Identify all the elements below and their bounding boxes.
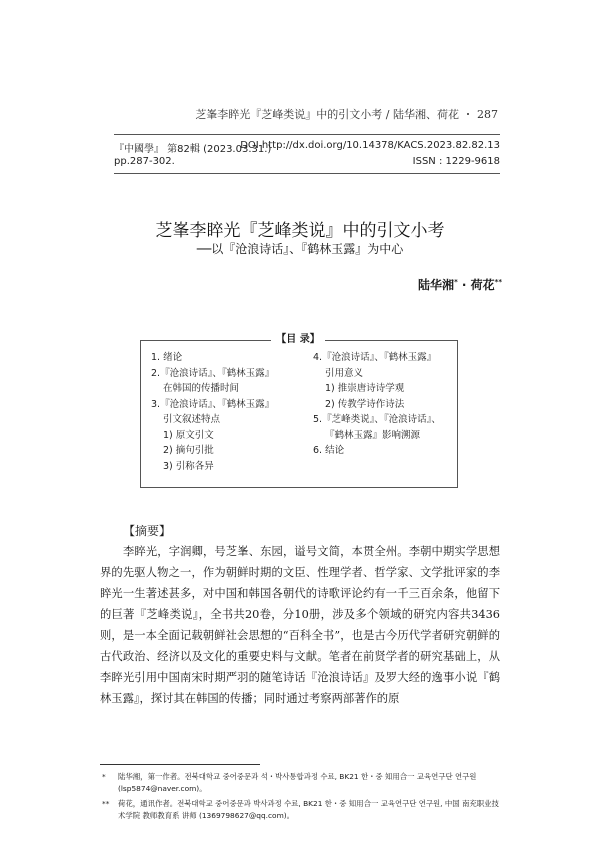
toc-title: 【目 录】 <box>271 328 325 347</box>
table-of-contents <box>140 340 458 488</box>
page-range: pp.287-302. <box>114 156 175 167</box>
abstract-paragraph: 李睟光，字润卿，号芝峯、东园，谥号文简，本贯全州。李朝中期实学思想界的先驱人物之一，作为朝鲜时期的文臣、性理学者、哲学家、文学批评家的李睟光一生著述甚多，对中国和韩国各朝代的诗歌评论约有一千三百余条，他留下的巨著『芝峰类说』，全书共20卷，分10册，涉及多个领域的研究内容共3436则，是一本全面记载朝鲜社会思想的“百科全书”，也是古今历代学者研究朝鲜的古代政治、经济以及文化的重要史料与文献。笔者在前贤学者的研究基础上，从李睟光引用中国南宋时期严羽的随笔诗话『沧浪诗话』及罗大经的逸事小说『鹤林玉露』，探讨其在韩国的传播；同时通过考察两部著作的原 <box>100 545 500 705</box>
header-bottom-rule <box>114 173 500 174</box>
author-2-footnote-mark[interactable]: ** <box>494 278 502 286</box>
author-1-name: 陆华湘 <box>418 278 455 292</box>
toc-item[interactable]: 5.『芝峰类说』、『沧浪诗话』、 <box>313 414 441 425</box>
header-top-rule <box>114 134 500 135</box>
toc-item[interactable]: 2) 摘句引批 <box>163 445 214 456</box>
publication-info <box>114 138 500 173</box>
toc-column-left <box>151 350 301 474</box>
toc-item[interactable]: 『鹤林玉露』影响溯源 <box>325 429 421 441</box>
doi-link[interactable]: DOI http://dx.doi.org/10.14378/KACS.2023.82.82.13 <box>240 140 500 151</box>
footnote-mark: * <box>102 772 106 781</box>
toc-item[interactable]: 1) 原文引文 <box>163 429 214 441</box>
footnote-text: 荷花，通讯作者。전북대학교 중어중문과 박사과정 수료, BK21 한・중 知用合一 교육연구단 연구원, 中国 南充职业技术学院 教师教育系 讲师 (1369798627@qq.com)。 <box>118 799 499 820</box>
footnotes <box>100 771 500 825</box>
toc-item[interactable]: 1) 推崇唐诗诗学观 <box>325 383 405 394</box>
running-header: 芝峯李睟光『芝峰类说』中的引文小考 / 陆华湘、荷花 ・ 287 <box>195 108 498 121</box>
toc-item[interactable]: 2) 传教学诗作诗法 <box>325 398 405 410</box>
toc-item[interactable]: 引用意义 <box>325 367 364 379</box>
author-1-footnote-mark[interactable]: * <box>454 278 458 286</box>
toc-item[interactable]: 3.『沧浪诗话』、『鹤林玉露』 <box>151 398 275 410</box>
footnote-mark: ** <box>102 799 110 808</box>
footnote-item <box>100 798 500 822</box>
author-2-name: 荷花 <box>470 278 495 292</box>
toc-item[interactable]: 引文叙述特点 <box>163 414 221 425</box>
toc-item[interactable]: 4.『沧浪诗话』、『鹤林玉露』 <box>313 352 437 363</box>
author-separator: · <box>457 278 471 292</box>
journal-issue: 『中國學』 第82輯 (2023.03.31.) <box>114 144 272 155</box>
toc-item[interactable]: 6. 结论 <box>313 445 345 456</box>
footnote-divider <box>100 764 260 765</box>
author-line <box>418 276 502 293</box>
toc-item[interactable]: 1. 绪论 <box>151 352 183 363</box>
toc-item[interactable]: 3) 引称各异 <box>163 460 214 472</box>
paper-title: 芝峯李睟光『芝峰类说』中的引文小考 <box>155 221 445 241</box>
toc-item[interactable]: 在韩国的传播时间 <box>163 383 240 394</box>
toc-column-right <box>313 350 453 459</box>
toc-item[interactable]: 2.『沧浪诗话』、『鹤林玉露』 <box>151 367 275 379</box>
footnote-text: 陆华湘，第一作者。전북대학교 중어중문과 석・박사통합과정 수료, BK21 한・중 知用合一 교육연구단 연구원 (lsp5874@naver.com)。 <box>118 772 477 793</box>
abstract-heading: 【摘要】 <box>123 524 172 538</box>
paper-subtitle: ──以『沧浪诗话』、『鹤林玉露』为中心 <box>196 242 404 256</box>
issn: ISSN : 1229-9618 <box>412 156 500 167</box>
abstract-body <box>100 541 500 709</box>
footnote-item <box>100 771 500 795</box>
